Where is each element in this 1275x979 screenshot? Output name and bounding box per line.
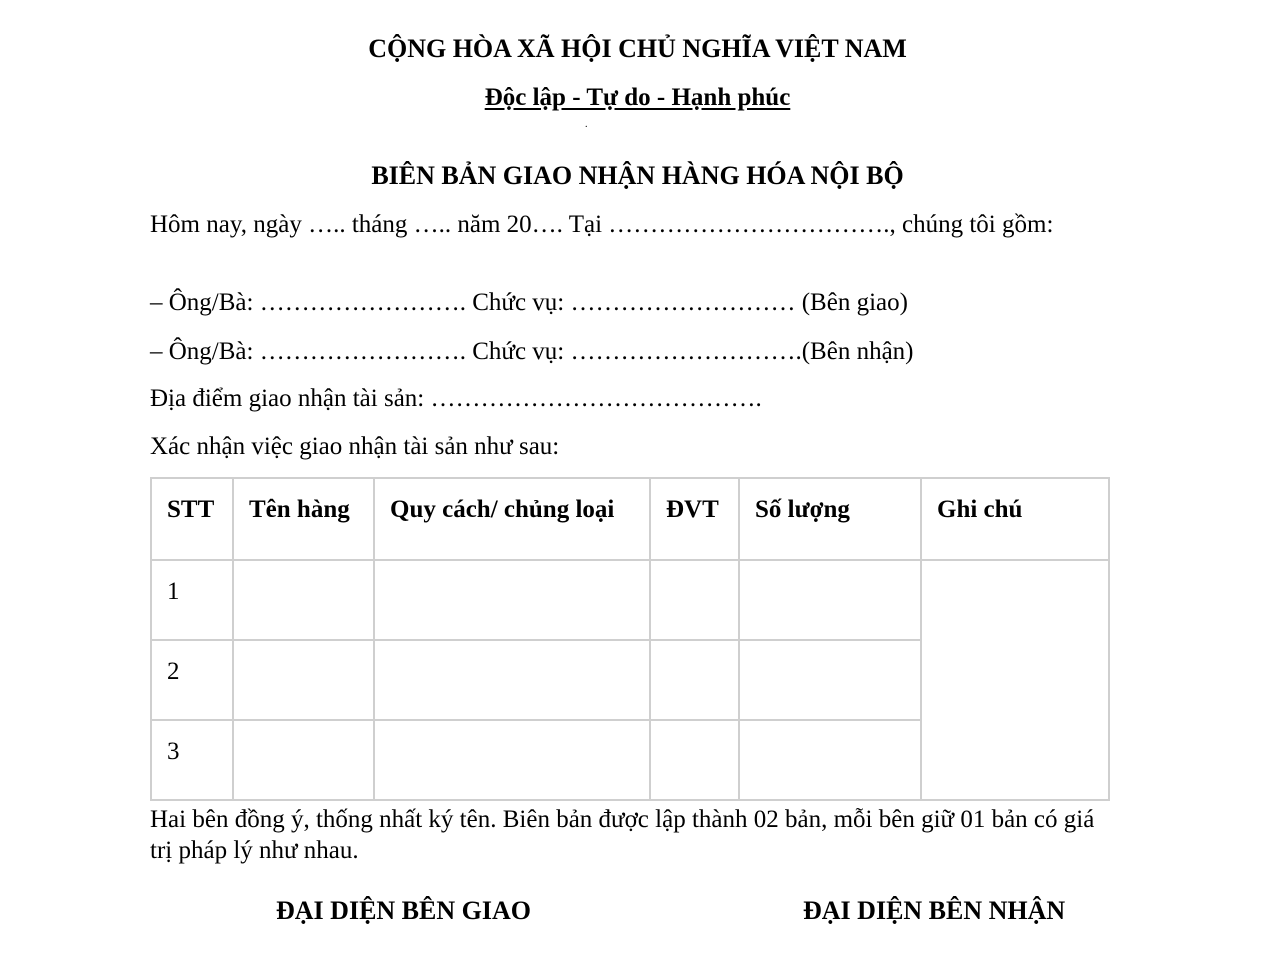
signature-receiver-heading: ĐẠI DIỆN BÊN NHẬN [803, 896, 1066, 925]
cell-quy-cach [374, 640, 650, 720]
cell-so-luong [739, 720, 921, 800]
motto-heading [0, 84, 1275, 112]
cell-ten-hang [233, 560, 374, 640]
cell-stt: 3 [151, 720, 233, 800]
table-row [151, 560, 1109, 640]
giver-line: – Ông/Bà: ……………………. Chức vụ: ……………………… (Bên giao) [150, 289, 908, 316]
header-ten-hang: Tên hàng [233, 478, 374, 560]
cell-dvt [650, 720, 739, 800]
header-ghi-chu: Ghi chú [921, 478, 1109, 560]
confirm-line: Xác nhận việc giao nhận tài sản như sau: [150, 433, 560, 460]
cell-so-luong [739, 560, 921, 640]
location-line: Địa điểm giao nhận tài sản: …………………………………. [150, 385, 762, 412]
header-dvt: ĐVT [650, 478, 739, 560]
goods-table [150, 477, 1110, 801]
cell-ten-hang [233, 640, 374, 720]
cell-quy-cach [374, 720, 650, 800]
cell-ghi-chu-merged [921, 560, 1109, 800]
stray-mark: . [585, 119, 588, 130]
agreement-paragraph: Hai bên đồng ý, thống nhất ký tên. Biên bản được lập thành 02 bản, mỗi bên giữ 01 bản có giá trị pháp lý như nhau. [150, 806, 1095, 864]
motto-text: Độc lập - Tự do - Hạnh phúc [484, 84, 791, 111]
header-stt: STT [151, 478, 233, 560]
cell-dvt [650, 640, 739, 720]
table-header-row [151, 478, 1109, 560]
header-quy-cach: Quy cách/ chủng loại [374, 478, 650, 560]
cell-stt: 2 [151, 640, 233, 720]
receiver-line: – Ông/Bà: ……………………. Chức vụ: ……………………….(Bên nhận) [150, 338, 914, 365]
cell-quy-cach [374, 560, 650, 640]
cell-dvt [650, 560, 739, 640]
cell-stt: 1 [151, 560, 233, 640]
cell-so-luong [739, 640, 921, 720]
signature-giver-heading: ĐẠI DIỆN BÊN GIAO [276, 896, 531, 925]
cell-ten-hang [233, 720, 374, 800]
header-so-luong: Số lượng [739, 478, 921, 560]
document-title: BIÊN BẢN GIAO NHẬN HÀNG HÓA NỘI BỘ [371, 161, 904, 190]
intro-paragraph: Hôm nay, ngày ….. tháng ….. năm 20…. Tại ……………………………., chúng tôi gồm: [150, 211, 1054, 238]
nation-heading: CỘNG HÒA XÃ HỘI CHỦ NGHĨA VIỆT NAM [368, 34, 907, 63]
